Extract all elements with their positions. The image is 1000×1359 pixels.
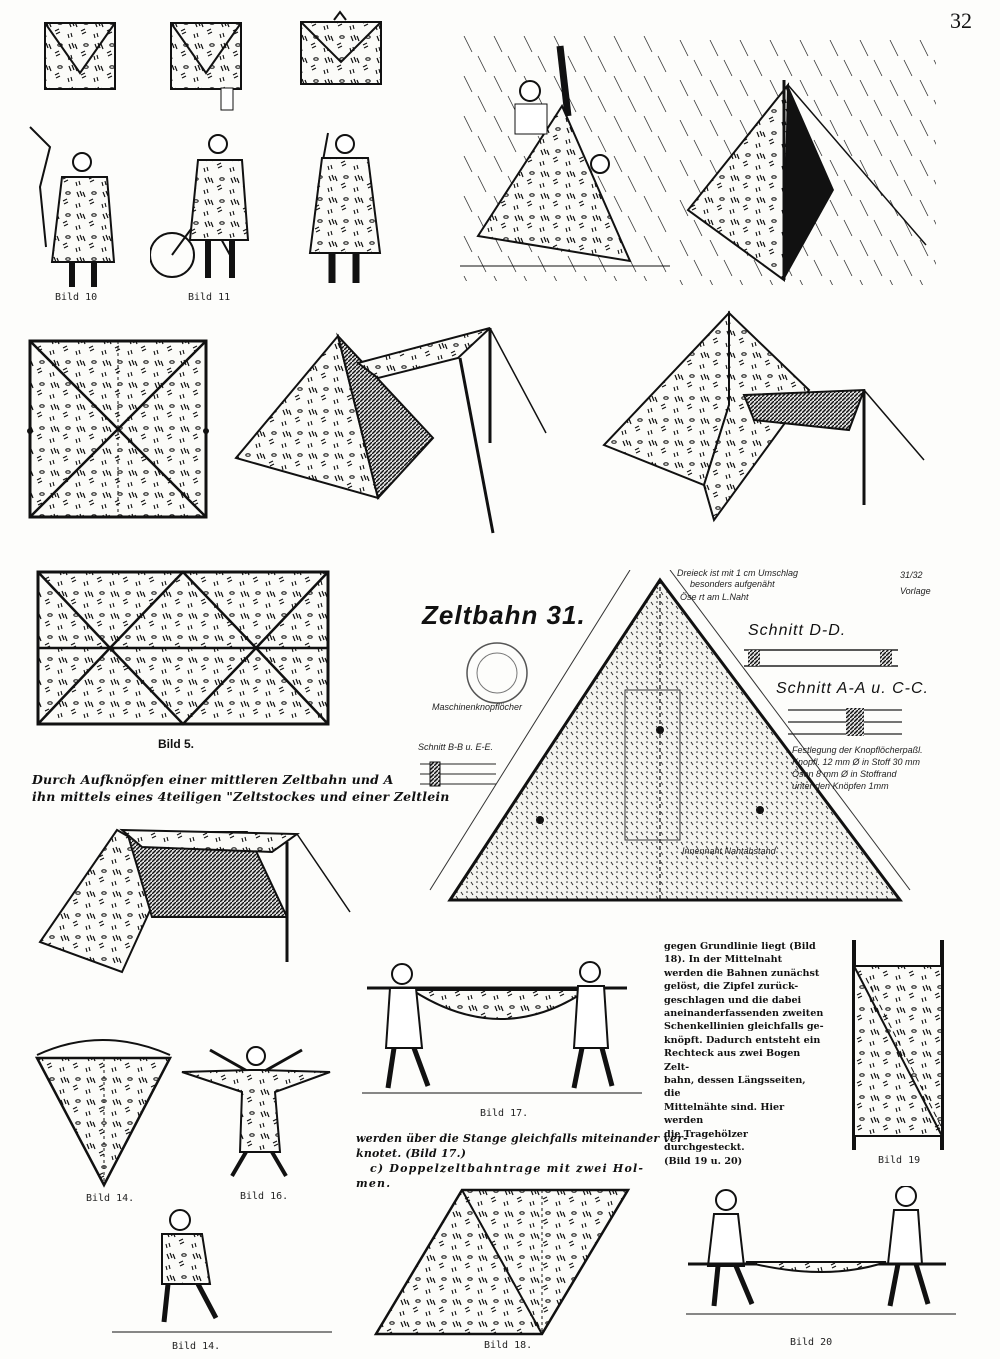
bild-18-double-sheet-figure — [372, 1186, 634, 1338]
page-number: 32 — [950, 8, 972, 33]
tent-with-canopy-figure — [32, 822, 352, 982]
soldier-with-bicycle-figure — [150, 130, 260, 290]
section-d-d-label: Schnitt D-D. — [748, 622, 847, 639]
caption-bild-18: Bild 18. — [484, 1340, 533, 1351]
caption-bild-16: Bild 16. — [240, 1191, 289, 1202]
doppel-heading-line-2: men. — [356, 1177, 392, 1190]
right-text-line: bahn, dessen Längsseiten, die — [664, 1075, 806, 1100]
lean-to-shelter-rain-figure — [676, 40, 936, 285]
drawing-reference-2: Vorlage — [900, 586, 931, 596]
bild-16-soldier-arms-spread-figure — [180, 1042, 335, 1182]
bild-20-stretcher-carry-figure — [686, 1186, 956, 1326]
right-note-2: Knopfl. 12 mm Ø in Stoff 30 mm — [792, 757, 921, 767]
right-text-line: Schenkellinien gleichfalls ge- — [664, 1021, 824, 1033]
right-note-4: unter den Knöpfen 1mm — [792, 781, 889, 791]
note-triangle-line-2: besonders aufgenäht — [690, 579, 775, 589]
bild-17-text-line-2: knotet. (Bild 17.) — [356, 1147, 467, 1160]
seam-label: Innennaht Nahtabstand — [682, 846, 776, 856]
left-section-label: Schnitt B-B u. E-E. — [418, 742, 494, 752]
bild-5-text-line-2: ihn mittels eines 4teiligen "Zeltstockes und einer Zeltlein — [32, 789, 450, 804]
four-sheet-tent-figure — [594, 305, 934, 530]
bild-5-text-line-1: Durch Aufknöpfen einer mittleren Zeltbahn und A — [32, 772, 394, 787]
zeltbahn-title: Zeltbahn 31. — [422, 600, 586, 630]
zeltbahn-flat-sheet-figure — [22, 335, 212, 525]
right-text-line: Rechteck aus zwei Bogen Zelt- — [664, 1048, 801, 1073]
right-text-line: geschlagen und die dabei — [664, 994, 802, 1006]
bild-17-stretcher-carry-figure — [362, 958, 642, 1103]
right-text-line: werden die Bahnen zunächst — [664, 967, 820, 979]
right-text-line: knöpft. Dadurch entsteht ein — [664, 1034, 821, 1046]
bild-14-triangle-sheet-figure — [32, 1030, 177, 1190]
right-text-line: Mittelnähte sind. Hier werden — [664, 1101, 785, 1127]
soldier-carrying-wounded-figure — [112, 1206, 332, 1336]
right-text-line: 18). In der Mittelnaht — [664, 954, 783, 966]
section-a-c-diagram — [786, 702, 906, 740]
right-note-3: Ösen 8 mm Ø in Stoffrand — [792, 769, 897, 779]
caption-bild-14-b: Bild 14. — [172, 1341, 221, 1352]
section-a-c-label: Schnitt A-A u. C-C. — [776, 680, 929, 697]
bild-5-double-sheet-figure — [30, 566, 340, 734]
soldier-with-horse-figure — [22, 122, 122, 292]
caption-bild-17: Bild 17. — [480, 1108, 529, 1119]
note-triangle-line-1: Dreieck ist mit 1 cm Umschlag — [677, 568, 799, 578]
drawing-reference: 31/32 — [900, 570, 923, 580]
note-grommet: Öse rt am L.Naht — [680, 592, 749, 602]
right-text-line: die Tragehölzer durchgesteckt. — [664, 1128, 748, 1154]
right-column-text — [664, 940, 824, 1168]
caption-bild-14: Bild 14. — [86, 1193, 135, 1204]
caption-bild-19: Bild 19 — [878, 1155, 921, 1166]
folded-poncho-figure-3 — [296, 10, 386, 90]
bild-17-text-line-1: werden über die Stange gleichfalls miteinander ver- — [356, 1132, 688, 1145]
doppel-heading-line-1: c) Doppelzeltbahntrage mit zwei Hol- — [370, 1162, 645, 1175]
right-note-1: Festlegung der Knopflöcherpaßl. — [792, 745, 923, 755]
bild-19-stretcher-sheet-figure — [842, 938, 954, 1153]
folded-poncho-figure-2 — [166, 18, 246, 113]
rain-shelter-with-soldiers-figure — [460, 36, 670, 281]
stamp-label: Maschinenknopflöcher — [432, 702, 523, 712]
caption-bild-5: Bild 5. — [158, 737, 195, 751]
right-text-line: gelöst, die Zipfel zurück- — [664, 981, 799, 993]
right-text-line: aneinanderfassenden zweiten — [664, 1008, 824, 1020]
right-text-line: (Bild 19 u. 20) — [664, 1155, 743, 1167]
right-text-line: gegen Grundlinie liegt (Bild — [664, 941, 816, 952]
caption-bild-20: Bild 20 — [790, 1337, 833, 1348]
folded-poncho-figure-1 — [40, 18, 120, 96]
caption-bild-10: Bild 10 — [55, 292, 98, 303]
soldier-with-rifle-figure — [300, 128, 390, 290]
tent-with-awning-figure — [228, 318, 558, 538]
section-d-d-diagram — [742, 644, 902, 674]
caption-bild-11: Bild 11 — [188, 292, 231, 303]
